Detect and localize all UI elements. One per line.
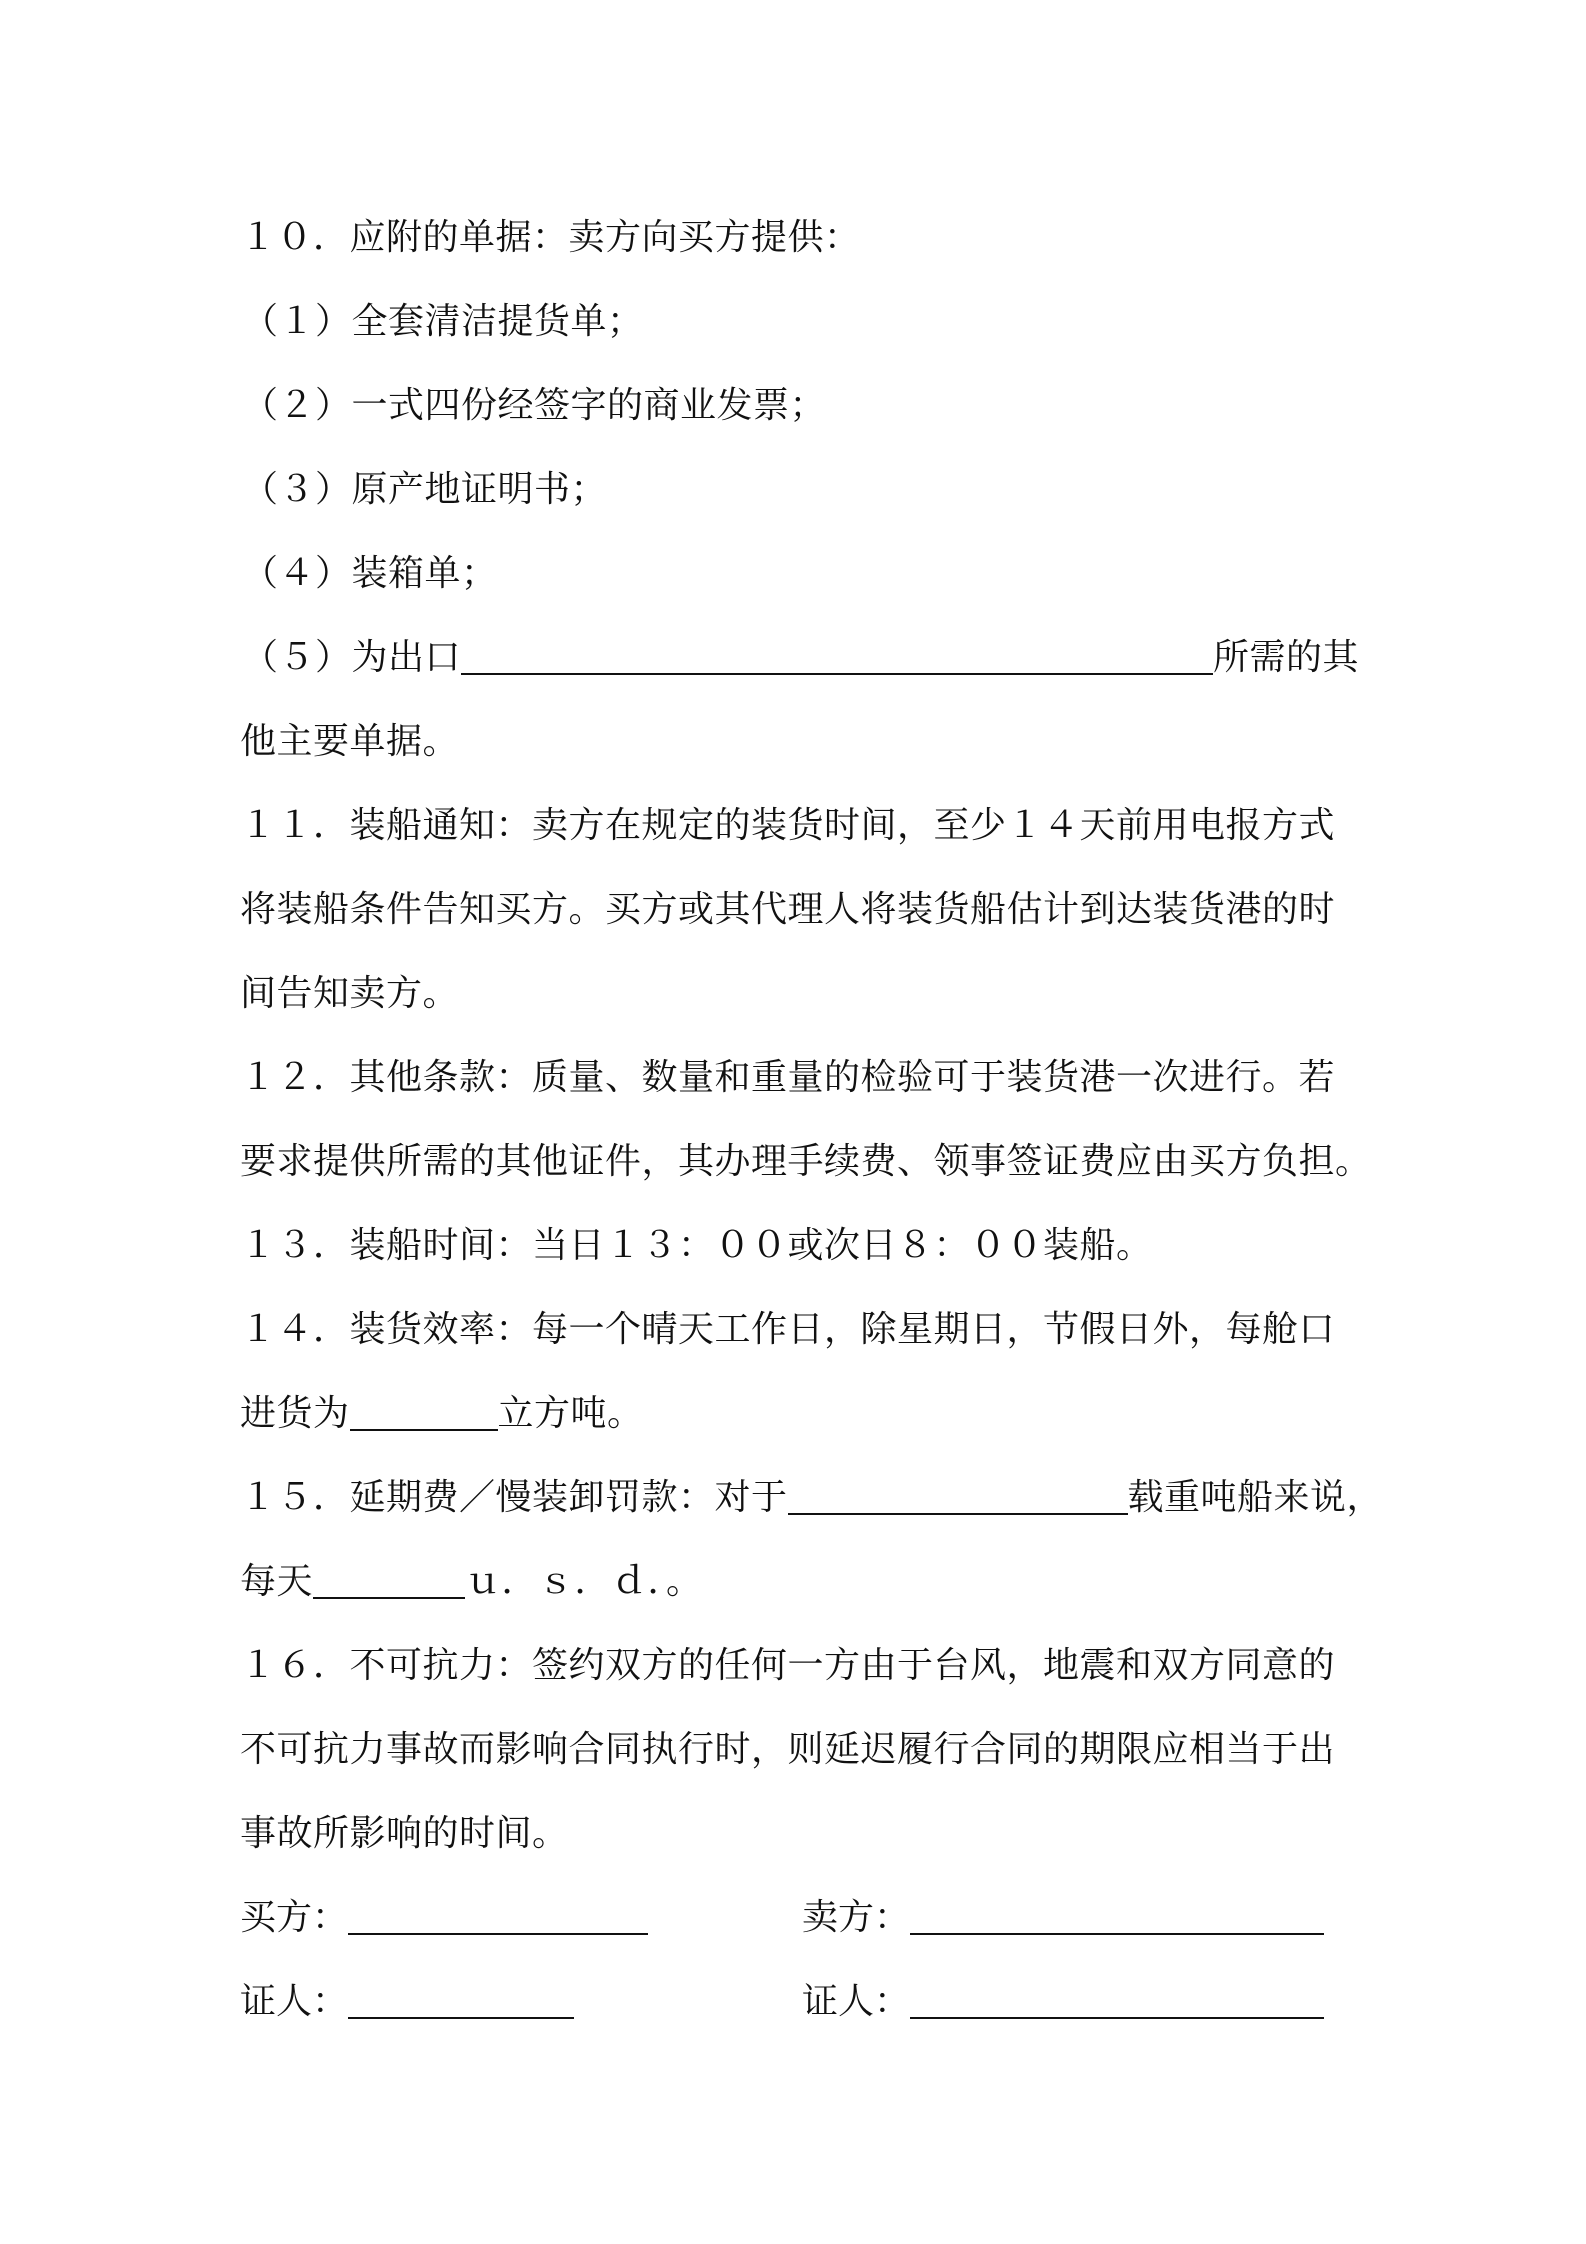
clause-11-line-1: １１．装船通知：卖方在规定的装货时间，至少１４天前用电报方式 (240, 805, 1336, 846)
item-4: （４）装箱单； (242, 553, 498, 594)
seller-label: 卖方： (802, 1897, 911, 1938)
item-5 (240, 616, 1360, 700)
clause-15-suffix: 载重吨船来说， (1127, 1477, 1384, 1518)
clause-11-line-2: 将装船条件告知买方。买方或其代理人将装货船估计到达装货港的时 (240, 889, 1336, 930)
clause-16-line-2: 不可抗力事故而影响合同执行时，则延迟履行合同的期限应相当于出 (240, 1729, 1336, 1770)
clause-16-line-3: 事故所影响的时间。 (240, 1813, 569, 1854)
item-3: （３）原产地证明书； (242, 469, 608, 510)
item-5-continuation: 他主要单据。 (240, 721, 460, 762)
seller-blank[interactable] (910, 1893, 1324, 1935)
clause-10-heading: １０．应附的单据：卖方向买方提供： (240, 217, 861, 258)
clause-16-line-1: １６．不可抗力：签约双方的任何一方由于台风，地震和双方同意的 (240, 1645, 1336, 1686)
efficiency-blank[interactable] (350, 1389, 498, 1431)
clause-11-line-3: 间告知卖方。 (240, 973, 460, 1014)
clause-15-line-2 (240, 1540, 1360, 1624)
clause-15-line-2-prefix: 每天 (240, 1561, 314, 1602)
witness-right-blank[interactable] (910, 1977, 1324, 2019)
seller-signature (802, 1876, 1324, 1960)
item-1: （１）全套清洁提货单； (242, 301, 644, 342)
buyer-label: 买方： (240, 1897, 349, 1938)
witness-left-signature (240, 1960, 574, 2044)
signature-row-parties (240, 1876, 1360, 1960)
clause-13: １３．装船时间：当日１３：００或次日８：００装船。 (240, 1225, 1153, 1266)
witness-left-blank[interactable] (348, 1977, 574, 2019)
witness-right-label: 证人： (802, 1981, 911, 2022)
witness-right-signature (802, 1960, 1324, 2044)
clause-15-line-2-suffix: ｕ．ｓ．ｄ．。 (465, 1561, 703, 1602)
clause-15-prefix: １５．延期费／慢装卸罚款：对于 (240, 1477, 788, 1518)
export-blank[interactable] (461, 633, 1213, 675)
buyer-signature (240, 1876, 648, 1960)
clause-14-line-1: １４．装货效率：每一个晴天工作日，除星期日，节假日外，每舱口 (240, 1309, 1336, 1350)
buyer-blank[interactable] (348, 1893, 648, 1935)
document-page (240, 196, 1384, 2044)
clause-14-prefix: 进货为 (240, 1393, 350, 1434)
clause-14-suffix: 立方吨。 (497, 1393, 644, 1434)
clause-15-line-1 (240, 1456, 1384, 1540)
item-5-prefix: （５）为出口 (242, 637, 462, 678)
clause-14-line-2 (240, 1372, 1360, 1456)
item-5-suffix: 所需的其 (1213, 637, 1360, 678)
witness-left-label: 证人： (240, 1981, 349, 2022)
signature-row-witnesses (240, 1960, 1360, 2044)
clause-12-line-1: １２．其他条款：质量、数量和重量的检验可于装货港一次进行。若 (240, 1057, 1336, 1098)
clause-12-line-2: 要求提供所需的其他证件，其办理手续费、领事签证费应由买方负担。 (240, 1141, 1372, 1182)
daily-rate-blank[interactable] (313, 1557, 465, 1599)
tonnage-blank[interactable] (788, 1473, 1128, 1515)
item-2: （２）一式四份经签字的商业发票； (242, 385, 827, 426)
